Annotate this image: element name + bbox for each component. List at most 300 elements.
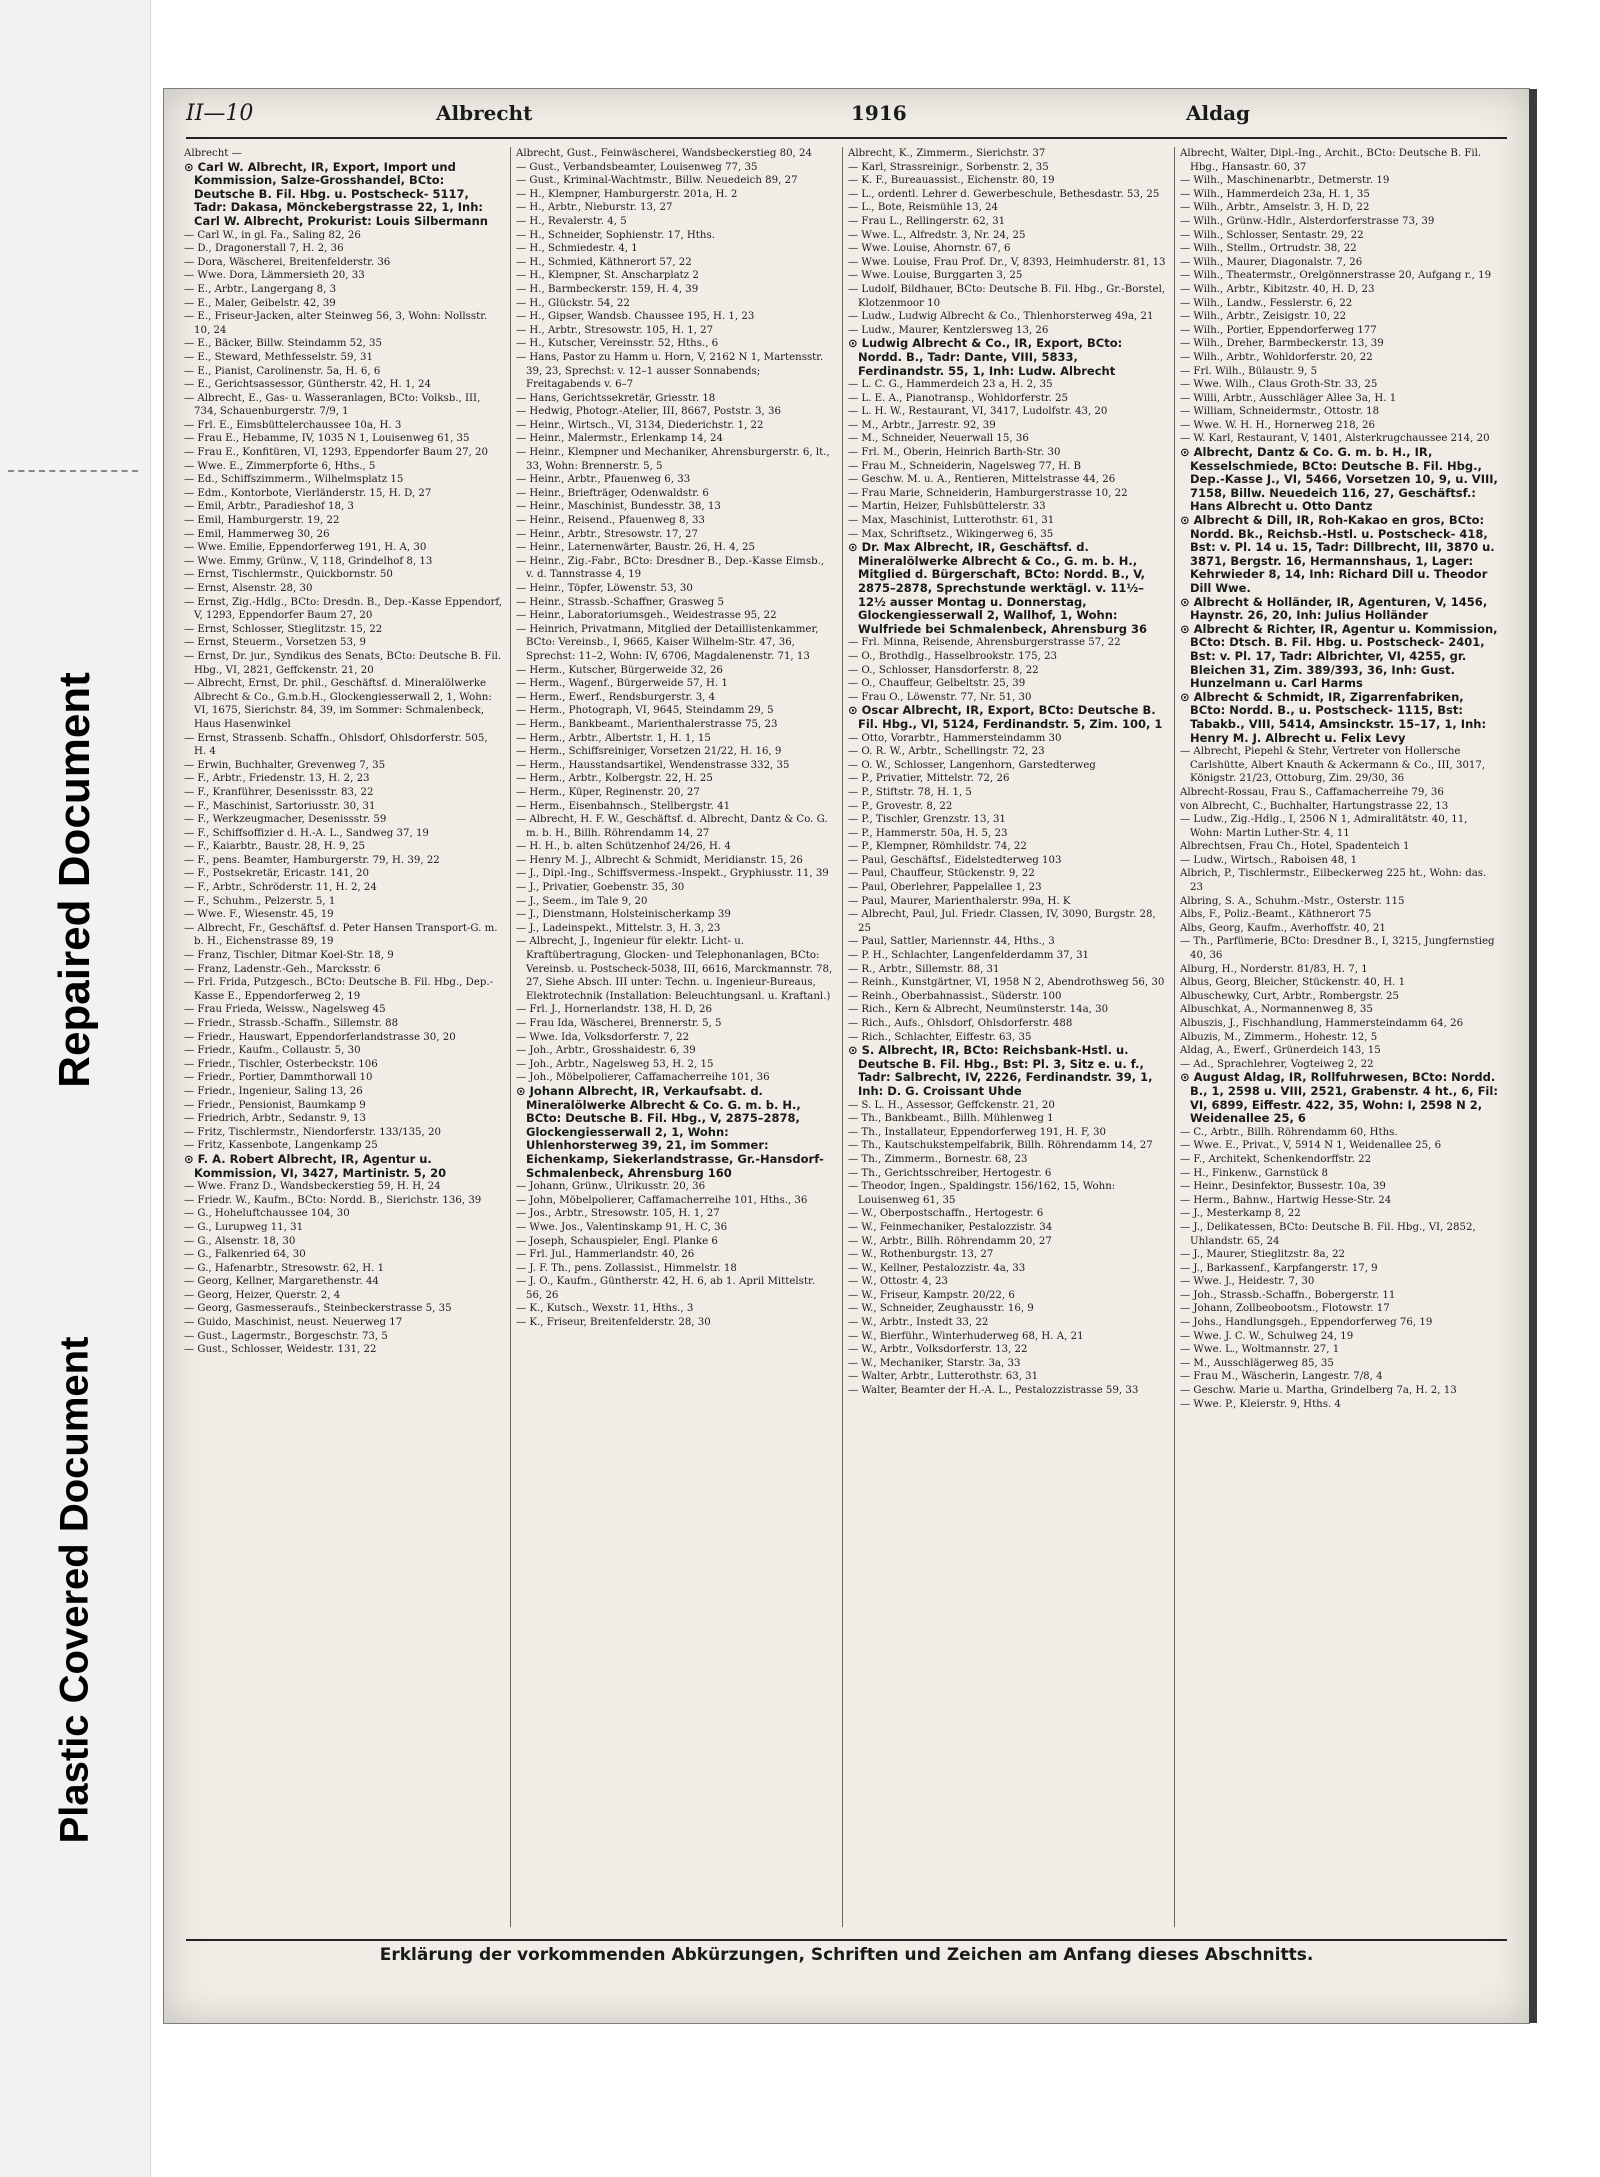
directory-entry: — M., Ausschlägerweg 85, 35 xyxy=(1180,1357,1334,1369)
directory-entry: — Wilh., Maurer, Diagonalstr. 7, 26 xyxy=(1180,256,1363,268)
directory-entry: — H., Glückstr. 54, 22 xyxy=(516,297,630,309)
directory-entry: — Heinr., Malermstr., Erlenkamp 14, 24 xyxy=(516,433,723,445)
directory-entry: von Albrecht, C., Buchhalter, Hartungstrasse 22, 13 xyxy=(1180,800,1449,812)
directory-entry: — Frau L., Rellingerstr. 62, 31 xyxy=(848,215,1006,227)
directory-entry: ⊙ Albrecht & Dill, IR, Roh-Kakao en gros, BCto: Nordd. Bk., Reichsb.-Hstl. u. Postscheck- 418, Bst: v. Pl. 14 u. 15, Tadr: Dillbrecht, III, 3870 u. 3871, Bergstr. 16, Hermannshaus, 1, Lager: Kehrwieder 8, 14, Inh: Richard Dill u. Theodor Dill Wwe. xyxy=(1180,513,1495,595)
directory-entry: ⊙ Albrecht & Richter, IR, Agentur u. Kommission, BCto: Dtsch. B. Fil. Hbg. u. Postscheck- 2401, Bst: v. Pl. 17, Tadr: Albrichter, VI, 4255, gr. Bleichen 31, Zim. 389/393, 36, Inh: Gust. Hunzelmann u. Carl Harms xyxy=(1180,621,1498,691)
directory-entry: — Reinh., Oberbahnassist., Süderstr. 100 xyxy=(848,990,1062,1002)
directory-entry: — Hedwig, Photogr.-Atelier, III, 8667, Poststr. 3, 36 xyxy=(516,406,781,418)
column-divider xyxy=(1174,147,1175,1927)
directory-entry: — Wwe. Dora, Lämmersieth 20, 33 xyxy=(184,270,365,282)
directory-entry: — Rich., Kern & Albrecht, Neumünsterstr. 14a, 30 xyxy=(848,1004,1109,1016)
column-divider xyxy=(842,147,843,1927)
directory-entry: — Wilh., Dreher, Barmbeckerstr. 13, 39 xyxy=(1180,338,1384,350)
directory-entry: — H., Arbtr., Stresowstr. 105, H. 1, 27 xyxy=(516,324,714,336)
directory-entry: Albs, F., Poliz.-Beamt., Käthnerort 75 xyxy=(1180,909,1372,921)
directory-entry: — G., Lurupweg 11, 31 xyxy=(184,1221,304,1233)
directory-entry: — Ed., Schiffszimmerm., Wilhelmsplatz 15 xyxy=(184,474,404,486)
directory-entry: ⊙ Ludwig Albrecht & Co., IR, Export, BCto: Nordd. B., Tadr: Dante, VIII, 5833, Ferdinandstr. 55, 1, Inh: Ludw. Albrecht xyxy=(848,336,1123,378)
directory-entry: — Paul, Chauffeur, Stückenstr. 9, 22 xyxy=(848,868,1035,880)
directory-entry: — Albrecht, Piepehl & Stehr, Vertreter von Hollersche Carlshütte, Albert Knauth & Ackermann & Co., III, 3017, Königstr. 21/23, Ottoburg, Zim. 29/30, 36 xyxy=(1180,746,1486,785)
directory-entry: — Georg, Gasmesseraufs., Steinbeckerstrasse 5, 35 xyxy=(184,1303,452,1315)
directory-entry: — Hans, Gerichtssekretär, Griesstr. 18 xyxy=(516,392,716,404)
directory-entry: — K., Kutsch., Wexstr. 11, Hths., 3 xyxy=(516,1303,694,1315)
directory-entry: — Johs., Handlungsgeh., Eppendorferweg 76, 19 xyxy=(1180,1317,1433,1329)
directory-entry: Albuzis, M., Zimmerm., Hohestr. 12, 5 xyxy=(1180,1031,1378,1043)
directory-entry: — D., Dragonerstall 7, H. 2, 36 xyxy=(184,243,344,255)
directory-entry: — Emil, Hamburgerstr. 19, 22 xyxy=(184,515,340,527)
directory-entry: — Ernst, Schlosser, Stieglitzstr. 15, 22 xyxy=(184,623,383,635)
column-divider xyxy=(510,147,511,1927)
column-1 xyxy=(184,147,502,1927)
directory-entry: — Frau M., Schneiderin, Nagelsweg 77, H. B xyxy=(848,460,1082,472)
directory-entry: — E., Pianist, Carolinenstr. 5a, H. 6, 6 xyxy=(184,365,381,377)
directory-entry: — Heinr., Töpfer, Löwenstr. 53, 30 xyxy=(516,583,693,594)
directory-entry: — Herm., Wagenf., Bürgerweide 57, H. 1 xyxy=(516,678,728,690)
directory-entry: — Ernst, Dr. jur., Syndikus des Senats, BCto: Deutsche B. Fil. Hbg., VI, 2821, Geffckenstr. 21, 20 xyxy=(184,650,502,676)
directory-entry: — Georg, Heizer, Querstr. 2, 4 xyxy=(184,1289,341,1301)
directory-entry: — Friedr., Pensionist, Baumkamp 9 xyxy=(184,1099,366,1111)
column-3 xyxy=(848,147,1166,1927)
directory-entry: Albrecht-Rossau, Frau S., Caffamacherreihe 79, 36 xyxy=(1180,786,1444,798)
directory-entry: — Herm., Ewerf., Rendsburgerstr. 3, 4 xyxy=(516,691,716,703)
plastic-covered-label: Plastic Covered Document xyxy=(52,1336,97,1844)
directory-entry: — F., Kaiarbtr., Baustr. 28, H. 9, 25 xyxy=(184,841,365,853)
directory-entry: — Ernst, Zig.-Hdlg., BCto: Dresdn. B., Dep.-Kasse Eppendorf, V, 1293, Eppendorfer Baum 27, 20 xyxy=(184,596,502,622)
directory-entry: — Frau Ida, Wäscherei, Brennerstr. 5, 5 xyxy=(516,1018,722,1029)
column-4 xyxy=(1180,147,1498,1927)
directory-entry: — Friedr., Kaufm., Collaustr. 5, 30 xyxy=(184,1045,361,1057)
directory-entry: — O., Chauffeur, Gelbeltstr. 25, 39 xyxy=(848,678,1026,690)
directory-entry: — S. L. H., Assessor, Geffckenstr. 21, 20 xyxy=(848,1099,1055,1111)
directory-entry: — W., Kellner, Pestalozzistr. 4a, 33 xyxy=(848,1262,1026,1274)
directory-entry: Albuszis, J., Fischhandlung, Hammersteindamm 64, 26 xyxy=(1180,1018,1464,1029)
directory-entry: — W., Bierführ., Winterhuderweg 68, H. A, 21 xyxy=(848,1330,1084,1342)
directory-entry: — Fritz, Tischlermstr., Niendorferstr. 133/135, 20 xyxy=(184,1126,441,1138)
directory-entry: — Georg, Kellner, Margarethenstr. 44 xyxy=(184,1276,379,1288)
directory-entry: — Wwe. Emmy, Grünw., V, 118, Grindelhof 8, 13 xyxy=(184,555,433,567)
directory-entry: — Wilh., Theatermstr., Orelgönnerstrasse 20, Aufgang r., 19 xyxy=(1180,270,1492,282)
directory-entry: — W., Arbtr., Billh. Röhrendamm 20, 27 xyxy=(848,1235,1052,1247)
directory-entry: — Franz, Tischler, Ditmar Koel-Str. 18, 9 xyxy=(184,950,394,962)
directory-entry: Albrich, P., Tischlermstr., Eilbeckerweg 225 ht., Wohn: das. 23 xyxy=(1180,868,1487,894)
directory-entry: — E., Gerichtsassessor, Güntherstr. 42, H. 1, 24 xyxy=(184,379,431,391)
directory-entry: — Frau O., Löwenstr. 77, Nr. 51, 30 xyxy=(848,691,1032,703)
directory-entry: — F., Maschinist, Sartoriusstr. 30, 31 xyxy=(184,800,376,812)
directory-entry: — Th., Parfümerie, BCto: Dresdner B., I, 3215, Jungfernstieg 40, 36 xyxy=(1180,936,1495,962)
directory-entry: — G., Falkenried 64, 30 xyxy=(184,1249,306,1261)
directory-entry: ⊙ F. A. Robert Albrecht, IR, Agentur u. Kommission, VI, 3427, Martinistr. 5, 20 xyxy=(184,1151,447,1180)
directory-entry: — F., Schiffsoffizier d. H.-A. L., Sandweg 37, 19 xyxy=(184,827,429,839)
directory-entry: — J., Dipl.-Ing., Schiffsvermess.-Inspekt., Gryphiusstr. 11, 39 xyxy=(516,868,829,880)
directory-entry: — L., Bote, Reismühle 13, 24 xyxy=(848,202,999,214)
directory-entry: ⊙ Carl W. Albrecht, IR, Export, Import und Kommission, Salze-Grosshandel, BCto: Deutsche B. Fil. Hbg. u. Postscheck- 5117, Tadr: Dakasa, Mönckebergstrasse 22, 1, Inh: Carl W. Albrecht, Prokurist: Louis Silbermann xyxy=(184,159,488,228)
directory-entry: — W., Rothenburgstr. 13, 27 xyxy=(848,1249,994,1261)
directory-entry: — Herm., Hausstandsartikel, Wendenstrasse 332, 35 xyxy=(516,759,790,771)
directory-entry: — Ludolf, Bildhauer, BCto: Deutsche B. Fil. Hbg., Gr.-Borstel, Klotzenmoor 10 xyxy=(848,283,1166,309)
directory-entry: ⊙ S. Albrecht, IR, BCto: Reichsbank-Hstl. u. Deutsche B. Fil. Hbg., Bst: Pl. 3, Sitz e. u. f., Tadr: Salbrecht, IV, 2226, Ferdinandstr. 39, 1, Inh: D. G. Croissant Uhde xyxy=(848,1043,1153,1098)
directory-entry: — Wwe. L., Alfredstr. 3, Nr. 24, 25 xyxy=(848,229,1026,241)
directory-entry: — Franz, Ladenstr.-Geh., Marcksstr. 6 xyxy=(184,963,381,975)
directory-entry: — W., Oberpostschaffn., Hertogestr. 6 xyxy=(848,1208,1044,1220)
directory-entry: — J., Barkassenf., Karpfangerstr. 17, 9 xyxy=(1180,1262,1378,1274)
directory-entry: Albrechtsen, Frau Ch., Hotel, Spadenteich 1 xyxy=(1180,841,1410,853)
directory-entry: — Wwe. Louise, Burggarten 3, 25 xyxy=(848,270,1023,282)
directory-entry: — Herm., Photograph, VI, 9645, Steindamm 29, 5 xyxy=(516,705,774,717)
directory-entry: — Henry M. J., Albrecht & Schmidt, Meridianstr. 15, 26 xyxy=(516,854,803,866)
directory-entry: — Heinr., Arbtr., Pfauenweg 6, 33 xyxy=(516,474,691,486)
directory-entry: — J., Dienstmann, Holsteinischerkamp 39 xyxy=(516,909,731,921)
directory-entry: — Paul, Maurer, Marienthalerstr. 99a, H. K xyxy=(848,895,1071,907)
directory-entry: — Wwe. L., Woltmannstr. 27, 1 xyxy=(1180,1344,1340,1356)
directory-entry: — Max, Schriftsetz., Wikingerweg 6, 35 xyxy=(848,528,1054,540)
directory-entry: — Rich., Schlachter, Eiffestr. 63, 35 xyxy=(848,1031,1032,1043)
directory-entry: Albrecht, Gust., Feinwäscherei, Wandsbeckerstieg 80, 24 xyxy=(516,148,812,159)
directory-entry: — H., Kutscher, Vereinsstr. 52, Hths., 6 xyxy=(516,338,719,350)
directory-entry: — Wwe. Louise, Frau Prof. Dr., V, 8393, Heimhuderstr. 81, 13 xyxy=(848,256,1166,268)
directory-entry: — G., Hoheluftchaussee 104, 30 xyxy=(184,1208,350,1220)
directory-entry: — H., Klempner, Hamburgerstr. 201a, H. 2 xyxy=(516,188,738,200)
directory-entry: — Erwin, Buchhalter, Grevenweg 7, 35 xyxy=(184,759,386,771)
directory-entry: — F., Schuhm., Pelzerstr. 5, 1 xyxy=(184,895,336,907)
directory-entry: — Herm., Arbtr., Albertstr. 1, H. 1, 15 xyxy=(516,732,711,744)
directory-entry: Albus, Georg, Bleicher, Stückenstr. 40, H. 1 xyxy=(1180,977,1406,989)
directory-entry: — E., Friseur-Jacken, alter Steinweg 56, 3, Wohn: Nollsstr. 10, 24 xyxy=(184,311,488,336)
directory-entry: — Frau E., Konfitüren, VI, 1293, Eppendorfer Baum 27, 20 xyxy=(184,447,488,459)
directory-entry: — Paul, Sattler, Mariennstr. 44, Hths., 3 xyxy=(848,936,1055,948)
directory-entry: — E., Bäcker, Billw. Steindamm 52, 35 xyxy=(184,338,382,350)
header-first-name: Albrecht xyxy=(436,101,533,125)
directory-entry: — Ludw., Zig.-Hdlg., I, 2506 N 1, Admiralitätstr. 40, 11, Wohn: Martin Luther-Str. 4, 11 xyxy=(1180,814,1468,839)
directory-entry: — P., Klempner, Römhildstr. 74, 22 xyxy=(848,841,1027,853)
directory-entry: — F., Kranführer, Desenissstr. 83, 22 xyxy=(184,786,374,798)
directory-entry: — Frau E., Hebamme, IV, 1035 N 1, Louisenweg 61, 35 xyxy=(184,433,470,445)
directory-entry: — Herm., Arbtr., Kolbergstr. 22, H. 25 xyxy=(516,773,713,785)
directory-entry: — W., Feinmechaniker, Pestalozzistr. 34 xyxy=(848,1221,1053,1233)
directory-entry: — Walter, Beamter der H.-A. L., Pestalozzistrasse 59, 33 xyxy=(848,1385,1139,1397)
directory-entry: ⊙ August Aldag, IR, Rollfuhrwesen, BCto: Nordd. B., 1, 2598 u. VIII, 2521, Grabenstr. 4 ht., 6, Fil: VI, 6899, Eiffestr. 422, 35, Wohn: I, 2598 N 2, Weidenallee 25, 6 xyxy=(1180,1070,1498,1126)
directory-entry: — Paul, Geschäftsf., Eidelstedterweg 103 xyxy=(848,854,1062,866)
directory-entry: — Frl. Jul., Hammerlandstr. 40, 26 xyxy=(516,1249,695,1261)
directory-entry: — P., Privatier, Mittelstr. 72, 26 xyxy=(848,773,1010,785)
directory-entry: ⊙ Albrecht & Schmidt, IR, Zigarrenfabriken, BCto: Nordd. B., u. Postscheck- 1115, Bst: Tabakb., VIII, 5414, Amsinckstr. 15–17, 1, Inh: Henry M. J. Albrecht u. Felix Levy xyxy=(1180,689,1487,745)
directory-entry: — Heinr., Zig.-Fabr., BCto: Dresdner B., Dep.-Kasse Eimsb., v. d. Tannstrasse 4, 19 xyxy=(516,555,825,581)
directory-entry: — Heinr., Briefträger, Odenwaldstr. 6 xyxy=(516,487,709,499)
header-last-name: Aldag xyxy=(1186,101,1251,125)
directory-entry: — F., Werkzeugmacher, Desenissstr. 59 xyxy=(184,814,387,826)
directory-entry: — H., Schneider, Sophienstr. 17, Hths. xyxy=(516,229,715,241)
directory-entry: — Wwe. Jos., Valentinskamp 91, H. C, 36 xyxy=(516,1221,728,1233)
directory-entry: — Gust., Schlosser, Weidestr. 131, 22 xyxy=(184,1344,377,1356)
scan-side-label xyxy=(0,0,151,2177)
directory-entry: — Gust., Kriminal-Wachtmstr., Billw. Neuedeich 89, 27 xyxy=(516,175,798,187)
directory-entry: — Heinr., Strassb.-Schaffner, Grasweg 5 xyxy=(516,596,724,608)
directory-entry: — Rich., Aufs., Ohlsdorf, Ohlsdorferstr. 488 xyxy=(848,1018,1073,1029)
directory-entry: — Hans, Pastor zu Hamm u. Horn, V, 2162 N 1, Martensstr. 39, 23, Sprechst: v. 12–1 ausser Sonnabends; Freitagabends v. 6–7 xyxy=(516,351,824,391)
header-year: 1916 xyxy=(851,101,907,125)
directory-entry: — Wwe. E., Privat., V, 5914 N 1, Weidenallee 25, 6 xyxy=(1180,1140,1442,1152)
directory-entry: Albuschkat, A., Normannenweg 8, 35 xyxy=(1180,1004,1373,1016)
directory-entry: — Ernst, Steuerm., Vorsetzen 53, 9 xyxy=(184,637,366,649)
directory-entry: — Willi, Arbtr., Ausschläger Allee 3a, H. 1 xyxy=(1180,392,1397,404)
directory-entry: — Wwe. J. C. W., Schulweg 24, 19 xyxy=(1180,1330,1354,1342)
directory-entry: — W., Arbtr., Volksdorferstr. 13, 22 xyxy=(848,1344,1028,1356)
directory-entry: — Wwe. Louise, Ahornstr. 67, 6 xyxy=(848,243,1011,255)
directory-entry: — Friedr. W., Kaufm., BCto: Nordd. B., Sierichstr. 136, 39 xyxy=(184,1194,482,1206)
directory-entry: — E., Maler, Geibelstr. 42, 39 xyxy=(184,297,336,309)
directory-entry: — Herm., Schiffsreiniger, Vorsetzen 21/22, H. 16, 9 xyxy=(516,746,782,758)
directory-entry: — G., Alsenstr. 18, 30 xyxy=(184,1235,296,1247)
directory-entry: — K. F., Bureauassist., Eichenstr. 80, 19 xyxy=(848,175,1055,187)
directory-entry: — H., Gipser, Wandsb. Chaussee 195, H. 1, 23 xyxy=(516,311,755,323)
directory-entry: — Wwe. P., Kleierstr. 9, Hths. 4 xyxy=(1180,1398,1341,1410)
directory-entry: — G., Hafenarbtr., Stresowstr. 62, H. 1 xyxy=(184,1262,385,1274)
directory-entry: — Herm., Kutscher, Bürgerweide 32, 26 xyxy=(516,664,723,676)
directory-entry: — Friedr., Portier, Dammthorwall 10 xyxy=(184,1072,373,1084)
directory-entry: — L. E. A., Pianotransp., Wohldorferstr. 25 xyxy=(848,392,1069,404)
directory-entry: — Gust., Lagermstr., Borgeschstr. 73, 5 xyxy=(184,1330,388,1342)
directory-entry: — Wilh., Schlosser, Sentastr. 29, 22 xyxy=(1180,229,1364,241)
directory-entry: — Friedr., Strassb.-Schaffn., Sillemstr. 88 xyxy=(184,1018,399,1029)
directory-entry: Albuschewky, Curt, Arbtr., Rombergstr. 25 xyxy=(1180,990,1400,1002)
directory-entry: — Wwe. Ida, Volksdorferstr. 7, 22 xyxy=(516,1031,690,1043)
repaired-document-label: Repaired Document xyxy=(50,672,99,1088)
directory-entry: — Fritz, Kassenbote, Langenkamp 25 xyxy=(184,1140,378,1152)
directory-entry: — Joseph, Schauspieler, Engl. Planke 6 xyxy=(516,1235,718,1247)
directory-entry: — J., Delikatessen, BCto: Deutsche B. Fil. Hbg., VI, 2852, Uhlandstr. 65, 24 xyxy=(1180,1221,1476,1247)
directory-entry: — Wilh., Maschinenarbtr., Detmerstr. 19 xyxy=(1180,175,1390,187)
directory-entry: — Wwe. F., Wiesenstr. 45, 19 xyxy=(184,909,334,921)
directory-entry: — John, Möbelpolierer, Caffamacherreihe 101, Hths., 36 xyxy=(516,1194,808,1206)
directory-entry: — Joh., Arbtr., Grosshaidestr. 6, 39 xyxy=(516,1045,696,1057)
directory-entry: — Wilh., Grünw.-Hdlr., Alsterdorferstrasse 73, 39 xyxy=(1180,215,1435,227)
directory-entry: — Herm., Bankbeamt., Marienthalerstrasse 75, 23 xyxy=(516,718,778,730)
abbreviation-footer: Erklärung der vorkommenden Abkürzungen, Schriften und Zeichen am Anfang dieses Abschnitts. xyxy=(186,1939,1507,1965)
directory-entry: — Herm., Küper, Reginenstr. 20, 27 xyxy=(516,786,700,798)
directory-entry: — William, Schneidermstr., Ottostr. 18 xyxy=(1180,406,1380,418)
directory-entry: — Dora, Wäscherei, Breitenfelderstr. 36 xyxy=(184,256,391,268)
directory-entry: — Albrecht, J., Ingenieur für elektr. Licht- u. Kraftübertragung, Glocken- und Telephonanlagen, BCto: Vereinsb. u. Postscheck-5038, III, 6616, Marckmannstr. 78, 27, Siehe Absch. III unter: Techn. u. Ingenieur-Bureaus, Elektrotechnik (Installation: Beleuchtungsanl. u. Kraftanl.) xyxy=(516,936,833,1002)
directory-entry: ⊙ Albrecht & Holländer, IR, Agenturen, V, 1456, Haynstr. 26, 20, Inh: Julius Holländer xyxy=(1180,594,1488,623)
directory-entry: — Wilh., Portier, Eppendorferweg 177 xyxy=(1180,324,1377,336)
directory-entry: ⊙ Oscar Albrecht, IR, Export, BCto: Deutsche B. Fil. Hbg., VI, 5124, Ferdinandstr. 5, Zim. 100, 1 xyxy=(848,703,1163,731)
directory-entry: — Ludw., Ludwig Albrecht & Co., Thlenhorsterweg 49a, 21 xyxy=(848,311,1154,323)
directory-entry: — P. H., Schlachter, Langenfelderdamm 37, 31 xyxy=(848,950,1090,962)
directory-entry: — P., Grovestr. 8, 22 xyxy=(848,800,953,812)
directory-entry: — Heinr., Klempner und Mechaniker, Ahrensburgerstr. 6, lt., 33, Wohn: Brennerstr. 5, 5 xyxy=(516,447,830,472)
directory-entry: — M., Schneider, Neuerwall 15, 36 xyxy=(848,433,1029,445)
directory-entry: — Ernst, Alsenstr. 28, 30 xyxy=(184,583,313,594)
directory-entry: — Herm., Bahnw., Hartwig Hesse-Str. 24 xyxy=(1180,1194,1392,1206)
directory-entry: — Ernst, Tischlermstr., Quickbornstr. 50 xyxy=(184,569,393,581)
directory-entry: Alburg, H., Norderstr. 81/83, H. 7, 1 xyxy=(1180,963,1368,975)
directory-entry: — Wilh., Arbtr., Kibitzstr. 40, H. D, 23 xyxy=(1180,283,1375,295)
directory-entry: — H., Finkenw., Garnstück 8 xyxy=(1180,1167,1329,1179)
directory-entry: — R., Arbtr., Sillemstr. 88, 31 xyxy=(848,963,1000,975)
directory-entry: Albrecht — xyxy=(184,148,242,159)
directory-page xyxy=(163,88,1530,2024)
directory-entry: — Wwe. Wilh., Claus Groth-Str. 33, 25 xyxy=(1180,379,1378,391)
directory-entry: — Wwe. J., Heidestr. 7, 30 xyxy=(1180,1276,1315,1288)
directory-entry: — Frl. Wilh., Bülaustr. 9, 5 xyxy=(1180,365,1318,377)
directory-entry: — H., Schmiedestr. 4, 1 xyxy=(516,243,638,255)
directory-entry: — F., Arbtr., Friedenstr. 13, H. 2, 23 xyxy=(184,773,370,785)
directory-entry: — Ludw., Maurer, Kentzlersweg 13, 26 xyxy=(848,324,1049,336)
directory-entry: — Heinrich, Privatmann, Mitglied der Detaillistenkammer, BCto: Vereinsb., I, 9665, Kaiser Wilhelm-Str. 47, 36, Sprechst: 11–2, Wohn: IV, 6706, Magdalenenstr. 71, 13 xyxy=(516,623,819,662)
directory-entry: — Max, Maschinist, Lutterothstr. 61, 31 xyxy=(848,515,1055,527)
directory-entry: — Frau Frieda, Weissw., Nagelsweg 45 xyxy=(184,1004,386,1016)
directory-entry: — Th., Installateur, Eppendorferweg 191, H. F, 30 xyxy=(848,1126,1106,1138)
directory-entry: — Frl. M., Oberin, Heinrich Barth-Str. 30 xyxy=(848,447,1061,459)
directory-entry: — Albrecht, E., Gas- u. Wasseranlagen, BCto: Volksb., III, 734, Schauenburgerstr. 7/9, 1 xyxy=(184,392,481,418)
directory-entry: — Th., Bankbeamt., Billh. Mühlenweg 1 xyxy=(848,1113,1054,1125)
directory-entry: — Joh., Arbtr., Nagelsweg 53, H. 2, 15 xyxy=(516,1058,714,1070)
directory-entry: — Johann, Zollbeobootsm., Flotowstr. 17 xyxy=(1180,1303,1390,1315)
directory-entry: — Guido, Maschinist, neust. Neuerweg 17 xyxy=(184,1317,403,1329)
directory-entry: — Johann, Grünw., Ulrikusstr. 20, 36 xyxy=(516,1181,706,1193)
directory-entry: — Frau M., Wäscherin, Langestr. 7/8, 4 xyxy=(1180,1371,1383,1383)
directory-entry: — J., Privatier, Goebenstr. 35, 30 xyxy=(516,882,685,894)
directory-entry: — F., Postsekretär, Ericastr. 141, 20 xyxy=(184,868,370,880)
directory-entry: — Wilh., Arbtr., Wohldorferstr. 20, 22 xyxy=(1180,351,1373,363)
directory-entry: — O. W., Schlosser, Langenhorn, Garstedterweg xyxy=(848,759,1096,771)
directory-entry: — Friedrich, Arbtr., Sedanstr. 9, 13 xyxy=(184,1113,366,1125)
directory-entry: — Theodor, Ingen., Spaldingstr. 156/162, 15, Wohn: Louisenweg 61, 35 xyxy=(848,1181,1116,1206)
directory-entry: — Heinr., Laboratoriumsgeh., Weidestrasse 95, 22 xyxy=(516,610,777,622)
directory-entry: — W. Karl, Restaurant, V, 1401, Alsterkrugchaussee 214, 20 xyxy=(1180,433,1490,445)
directory-entry: — F., Architekt, Schenkendorffstr. 22 xyxy=(1180,1153,1372,1165)
directory-entry: — Th., Zimmerm., Bornestr. 68, 23 xyxy=(848,1153,1028,1165)
directory-entry: — H., Revalerstr. 4, 5 xyxy=(516,215,627,227)
directory-entry: — Wwe. Franz D., Wandsbeckerstieg 59, H. H, 24 xyxy=(184,1181,441,1193)
directory-entry: — H., Arbtr., Nieburstr. 13, 27 xyxy=(516,202,673,214)
page-number: II—10 xyxy=(186,101,254,126)
directory-entry: — Wwe. E., Zimmerpforte 6, Hths., 5 xyxy=(184,460,376,472)
directory-entry: — P., Stiftstr. 78, H. 1, 5 xyxy=(848,786,972,798)
directory-entry: — C., Arbtr., Billh. Röhrendamm 60, Hths. xyxy=(1180,1126,1398,1138)
directory-entry: — Friedr., Hauswart, Eppendorferlandstrasse 30, 20 xyxy=(184,1031,456,1043)
directory-entry: Albrecht, K., Zimmerm., Sierichstr. 37 xyxy=(848,148,1046,159)
directory-entry: ⊙ Albrecht, Dantz & Co. G. m. b. H., IR, Kesselschmiede, BCto: Deutsche B. Fil. Hbg., Dep.-Kasse J., VI, 5466, Vorsetzen 10, 9, u. VIII, 7158, Billw. Neuedeich 116, 27, Geschäftsf.: Hans Albrecht u. Otto Dantz xyxy=(1180,445,1498,514)
directory-entry: — Joh., Möbelpolierer, Caffamacherreihe 101, 36 xyxy=(516,1072,770,1084)
directory-entry: — Wilh., Hammerdeich 23a, H. 1, 35 xyxy=(1180,188,1370,200)
directory-entry: — J., Mesterkamp 8, 22 xyxy=(1180,1208,1301,1220)
directory-entry: — Joh., Strassb.-Schaffn., Bobergerstr. 11 xyxy=(1180,1289,1396,1301)
directory-entry: — Friedr., Ingenieur, Saling 13, 26 xyxy=(184,1085,363,1097)
directory-entry: — J. O., Kaufm., Güntherstr. 42, H. 6, ab 1. April Mittelstr. 56, 26 xyxy=(516,1276,815,1301)
directory-entry: — Geschw. Marie u. Martha, Grindelberg 7a, H. 2, 13 xyxy=(1180,1385,1457,1397)
directory-entry: — Emil, Arbtr., Paradieshof 18, 3 xyxy=(184,501,354,513)
directory-entry: — Paul, Oberlehrer, Pappelallee 1, 23 xyxy=(848,882,1042,894)
directory-entry: — Otto, Vorarbtr., Hammersteindamm 30 xyxy=(848,732,1062,744)
directory-entry: — H. H., b. alten Schützenhof 24/26, H. 4 xyxy=(516,841,731,853)
directory-entry: — J., Seem., im Tale 9, 20 xyxy=(516,895,648,907)
directory-entry: — P., Hammerstr. 50a, H. 5, 23 xyxy=(848,827,1008,839)
directory-entry: — J. F. Th., pens. Zollassist., Himmelstr. 18 xyxy=(516,1262,737,1274)
directory-entry: — E., Steward, Methfesselstr. 59, 31 xyxy=(184,351,373,363)
directory-entry: — W., Arbtr., Instedt 33, 22 xyxy=(848,1317,989,1329)
directory-entry: — M., Arbtr., Jarrestr. 92, 39 xyxy=(848,419,996,431)
directory-entry: ⊙ Dr. Max Albrecht, IR, Geschäftsf. d. Mineralölwerke Albrecht & Co., G. m. b. H., Mitglied d. Bürgerschaft, BCto: Nordd. B., V, 2875–2878, Sprechstunde werktägl. v. 11½–12½ ausser Montag u. Donnerstag, Glockengiesserwall 2, Wallhof, 1, Wohn: Wulfriede bei Schmalenbeck, Ahrensburg 36 xyxy=(848,540,1147,636)
directory-entry: — Wilh., Stellm., Ortrudstr. 38, 22 xyxy=(1180,243,1357,255)
directory-entry: — Edm., Kontorbote, Vierländerstr. 15, H. D, 27 xyxy=(184,487,432,499)
directory-entry: — Karl, Strassreinigr., Sorbenstr. 2, 35 xyxy=(848,161,1049,173)
directory-entry: — W., Ottostr. 4, 23 xyxy=(848,1276,948,1288)
directory-entry: — Wilh., Arbtr., Amselstr. 3, H. D, 22 xyxy=(1180,202,1370,214)
directory-entry: — L. H. W., Restaurant, VI, 3417, Ludolfstr. 43, 20 xyxy=(848,406,1108,418)
directory-entry: — W., Schneider, Zeughausstr. 16, 9 xyxy=(848,1303,1034,1315)
directory-entry: — Carl W., in gl. Fa., Saling 82, 26 xyxy=(184,229,361,241)
directory-entry: — K., Friseur, Breitenfelderstr. 28, 30 xyxy=(516,1317,711,1329)
dashed-divider xyxy=(8,470,138,472)
directory-entry: — Frl. J., Hornerlandstr. 138, H. D, 26 xyxy=(516,1004,712,1016)
directory-entry: — F., pens. Beamter, Hamburgerstr. 79, H. 39, 22 xyxy=(184,854,440,866)
directory-entry: — Heinr., Maschinist, Bundesstr. 38, 13 xyxy=(516,501,721,513)
directory-entry: — Wilh., Arbtr., Zeisigstr. 10, 22 xyxy=(1180,311,1347,323)
directory-entry: — J., Ladeinspekt., Mittelstr. 3, H. 3, 23 xyxy=(516,922,721,934)
directory-entry: — L. C. G., Hammerdeich 23 a, H. 2, 35 xyxy=(848,379,1053,391)
directory-entry: — Heinr., Arbtr., Stresowstr. 17, 27 xyxy=(516,528,698,540)
directory-entry: — Albrecht, H. F. W., Geschäftsf. d. Albrecht, Dantz & Co. G. m. b. H., Billh. Röhrendamm 14, 27 xyxy=(516,814,828,839)
directory-entry: — Martin, Heizer, Fuhlsbüttelerstr. 33 xyxy=(848,501,1046,513)
column-2 xyxy=(516,147,834,1927)
directory-entry: — Frau Marie, Schneiderin, Hamburgerstrasse 10, 22 xyxy=(848,487,1128,499)
directory-entry: Albring, S. A., Schuhm.-Mstr., Osterstr. 115 xyxy=(1180,895,1405,907)
directory-entry: — O., Brothdlg., Hasselbrookstr. 175, 23 xyxy=(848,650,1058,662)
directory-entry: — O., Schlosser, Hansdorferstr. 8, 22 xyxy=(848,664,1039,676)
directory-entry: — Jos., Arbtr., Stresowstr. 105, H. 1, 27 xyxy=(516,1208,720,1220)
directory-entry: — H., Klempner, St. Anscharplatz 2 xyxy=(516,270,699,282)
page-header xyxy=(186,101,1507,135)
directory-entry: — Wwe. W. H. H., Hornerweg 218, 26 xyxy=(1180,419,1375,431)
directory-entry: ⊙ Johann Albrecht, IR, Verkaufsabt. d. Mineralölwerke Albrecht & Co. G. m. b. H., BCto: Deutsche B. Fil. Hbg., V, 2875–2878, Glockengiesserwall 2, 1, Wohn: Uhlenhorsterweg 39, 21, im Sommer: Eichenkamp, Siekerlandstrasse, Gr.-Hansdorf-Schmalenbeck, Ahrensburg 160 xyxy=(516,1083,824,1180)
directory-entry: — Heinr., Laternenwärter, Baustr. 26, H. 4, 25 xyxy=(516,542,756,554)
directory-entry: — Friedr., Tischler, Osterbeckstr. 106 xyxy=(184,1058,378,1070)
directory-entry: — Gust., Verbandsbeamter, Louisenweg 77, 35 xyxy=(516,161,758,173)
directory-entry: — Albrecht, Ernst, Dr. phil., Geschäftsf. d. Mineralölwerke Albrecht & Co., G.m.b.H., Glockengiesserwall 2, 1, Wohn: VI, 1675, Sierichstr. 84, 39, im Sommer: Schmalenbeck, Haus Hasenwinkel xyxy=(184,678,492,730)
directory-entry: — P., Tischler, Grenzstr. 13, 31 xyxy=(848,814,1006,826)
directory-entry: — Albrecht, Fr., Geschäftsf. d. Peter Hansen Transport-G. m. b. H., Eichenstrasse 89, 19 xyxy=(184,922,498,948)
directory-entry: — Wilh., Landw., Fesslerstr. 6, 22 xyxy=(1180,297,1353,309)
directory-entry: Aldag, A., Ewerf., Grünerdeich 143, 15 xyxy=(1180,1045,1381,1057)
header-rule xyxy=(186,137,1507,139)
directory-entry: — L., ordentl. Lehrer d. Gewerbeschule, Bethesdastr. 53, 25 xyxy=(848,188,1160,200)
directory-entry: — H., Barmbeckerstr. 159, H. 4, 39 xyxy=(516,283,699,295)
directory-entry: — H., Schmied, Käthnerort 57, 22 xyxy=(516,256,692,268)
directory-entry: — Emil, Hammerweg 30, 26 xyxy=(184,528,330,540)
directory-entry: — Ludw., Wirtsch., Raboisen 48, 1 xyxy=(1180,854,1358,866)
directory-entry: — Ad., Sprachlehrer, Vogteiweg 2, 22 xyxy=(1180,1058,1374,1070)
directory-entry: — Geschw. M. u. A., Rentieren, Mittelstrasse 44, 26 xyxy=(848,474,1116,486)
directory-entry: Albrecht, Walter, Dipl.-Ing., Archit., BCto: Deutsche B. Fil. Hbg., Hansastr. 60, 37 xyxy=(1180,148,1482,173)
directory-entry: — W., Friseur, Kampstr. 20/22, 6 xyxy=(848,1289,1015,1301)
directory-entry: — Walter, Arbtr., Lutterothstr. 63, 31 xyxy=(848,1371,1039,1383)
directory-entry: — Herm., Eisenbahnsch., Stellbergstr. 41 xyxy=(516,800,731,812)
directory-entry: — Ernst, Strassenb. Schaffn., Ohlsdorf, Ohlsdorferstr. 505, H. 4 xyxy=(184,732,488,758)
directory-entry: — W., Mechaniker, Starstr. 3a, 33 xyxy=(848,1357,1021,1369)
directory-entry: — Wwe. Emilie, Eppendorferweg 191, H. A, 30 xyxy=(184,542,427,554)
directory-entry: — Reinh., Kunstgärtner, VI, 1958 N 2, Abendrothsweg 56, 30 xyxy=(848,977,1165,989)
directory-entry: — Th., Gerichtsschreiber, Hertogestr. 6 xyxy=(848,1167,1052,1179)
directory-entry: — Heinr., Wirtsch., VI, 3134, Diederichstr. 1, 22 xyxy=(516,419,764,431)
directory-entry: Albs, Georg, Kaufm., Averhoffstr. 40, 21 xyxy=(1180,922,1386,934)
directory-entry: — Heinr., Desinfektor, Bussestr. 10a, 39 xyxy=(1180,1181,1386,1193)
directory-entry: — F., Arbtr., Schröderstr. 11, H. 2, 24 xyxy=(184,882,377,894)
directory-entry: — O. R. W., Arbtr., Schellingstr. 72, 23 xyxy=(848,746,1045,758)
directory-entry: — Frl. Frida, Putzgesch., BCto: Deutsche B. Fil. Hbg., Dep.-Kasse E., Eppendorferweg 2, 19 xyxy=(184,977,494,1002)
directory-entry: — Th., Kautschukstempelfabrik, Billh. Röhrendamm 14, 27 xyxy=(848,1140,1153,1152)
directory-entry: — Frl. E., Eimsbüttelerchaussee 10a, H. 3 xyxy=(184,419,402,431)
